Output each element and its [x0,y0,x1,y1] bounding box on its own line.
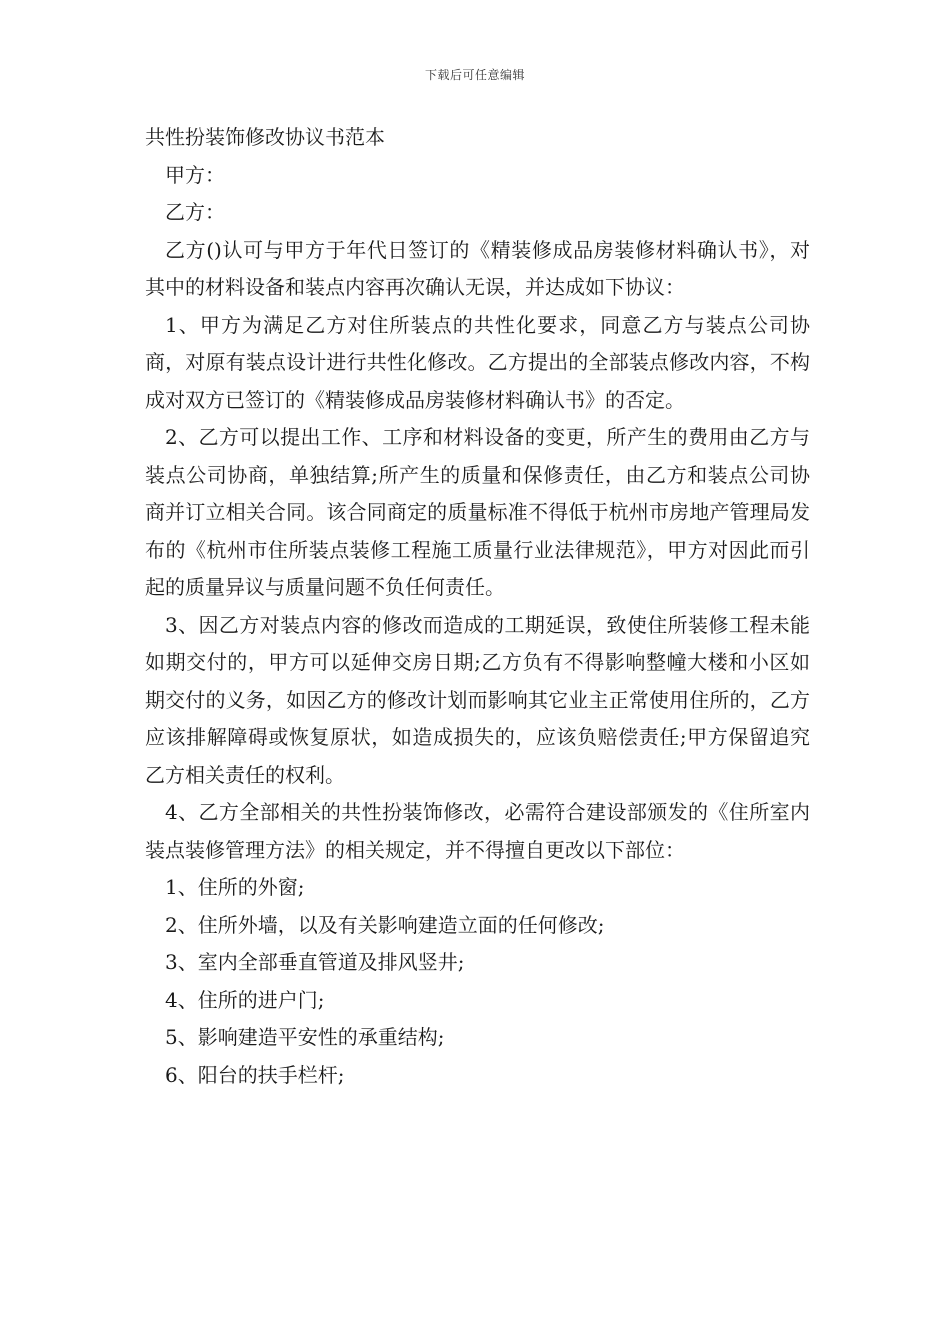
sub-item: 4、住所的进户门; [165,987,325,1012]
sub-item: 6、阳台的扶手栏杆; [165,1062,345,1087]
party-b-line: 乙方： [165,200,225,224]
intro-paragraph: 乙方()认可与甲方于年代日签订的《精装修成品房装修材料确认书》，对其中的材料设备和装点内容再次确认无误，并达成如下协议： [145,237,810,299]
sub-item: 3、室内全部垂直管道及排风竖井; [165,950,465,974]
party-a-line: 甲方： [165,162,225,187]
header-note: 下载后可任意编辑 [424,68,525,82]
document-body [145,119,810,1094]
sub-item: 1、住所的外窗; [165,875,305,899]
clause-paragraph: 4、乙方全部相关的共性扮装饰修改，必需符合建设部颁发的《住所室内装点装修管理方法》的相关规定，并不得擅自更改以下部位： [145,800,810,862]
clause-paragraph: 2、乙方可以提出工作、工序和材料设备的变更，所产生的费用由乙方与装点公司协商，单独结算;所产生的质量和保修责任，由乙方和装点公司协商并订立相关合同。该合同商定的质量标准不得低于杭州市房地产管理局发布的《杭州市住所装点装修工程施工质量行业法律规范》，甲方对因此而引起的质量异议与质量问题不负任何责任。 [145,425,810,599]
clause-paragraph: 3、因乙方对装点内容的修改而造成的工期延误，致使住所装修工程未能如期交付的，甲方可以延伸交房日期;乙方负有不得影响整幢大楼和小区如期交付的义务，如因乙方的修改计划而影响其它业主正常使用住所的，乙方应该排解障碍或恢复原状，如造成损失的，应该负赔偿责任;甲方保留追究乙方相关责任的权利。 [145,612,810,787]
sub-item: 2、住所外墙，以及有关影响建造立面的任何修改; [165,912,605,937]
clause-paragraph: 1、甲方为满足乙方对住所装点的共性化要求，同意乙方与装点公司协商，对原有装点设计进行共性化修改。乙方提出的全部装点修改内容，不构成对双方已签订的《精装修成品房装修材料确认书》的否定。 [145,312,810,412]
document-title: 共性扮装饰修改协议书范本 [145,125,385,149]
sub-item: 5、影响建造平安性的承重结构; [165,1025,445,1049]
